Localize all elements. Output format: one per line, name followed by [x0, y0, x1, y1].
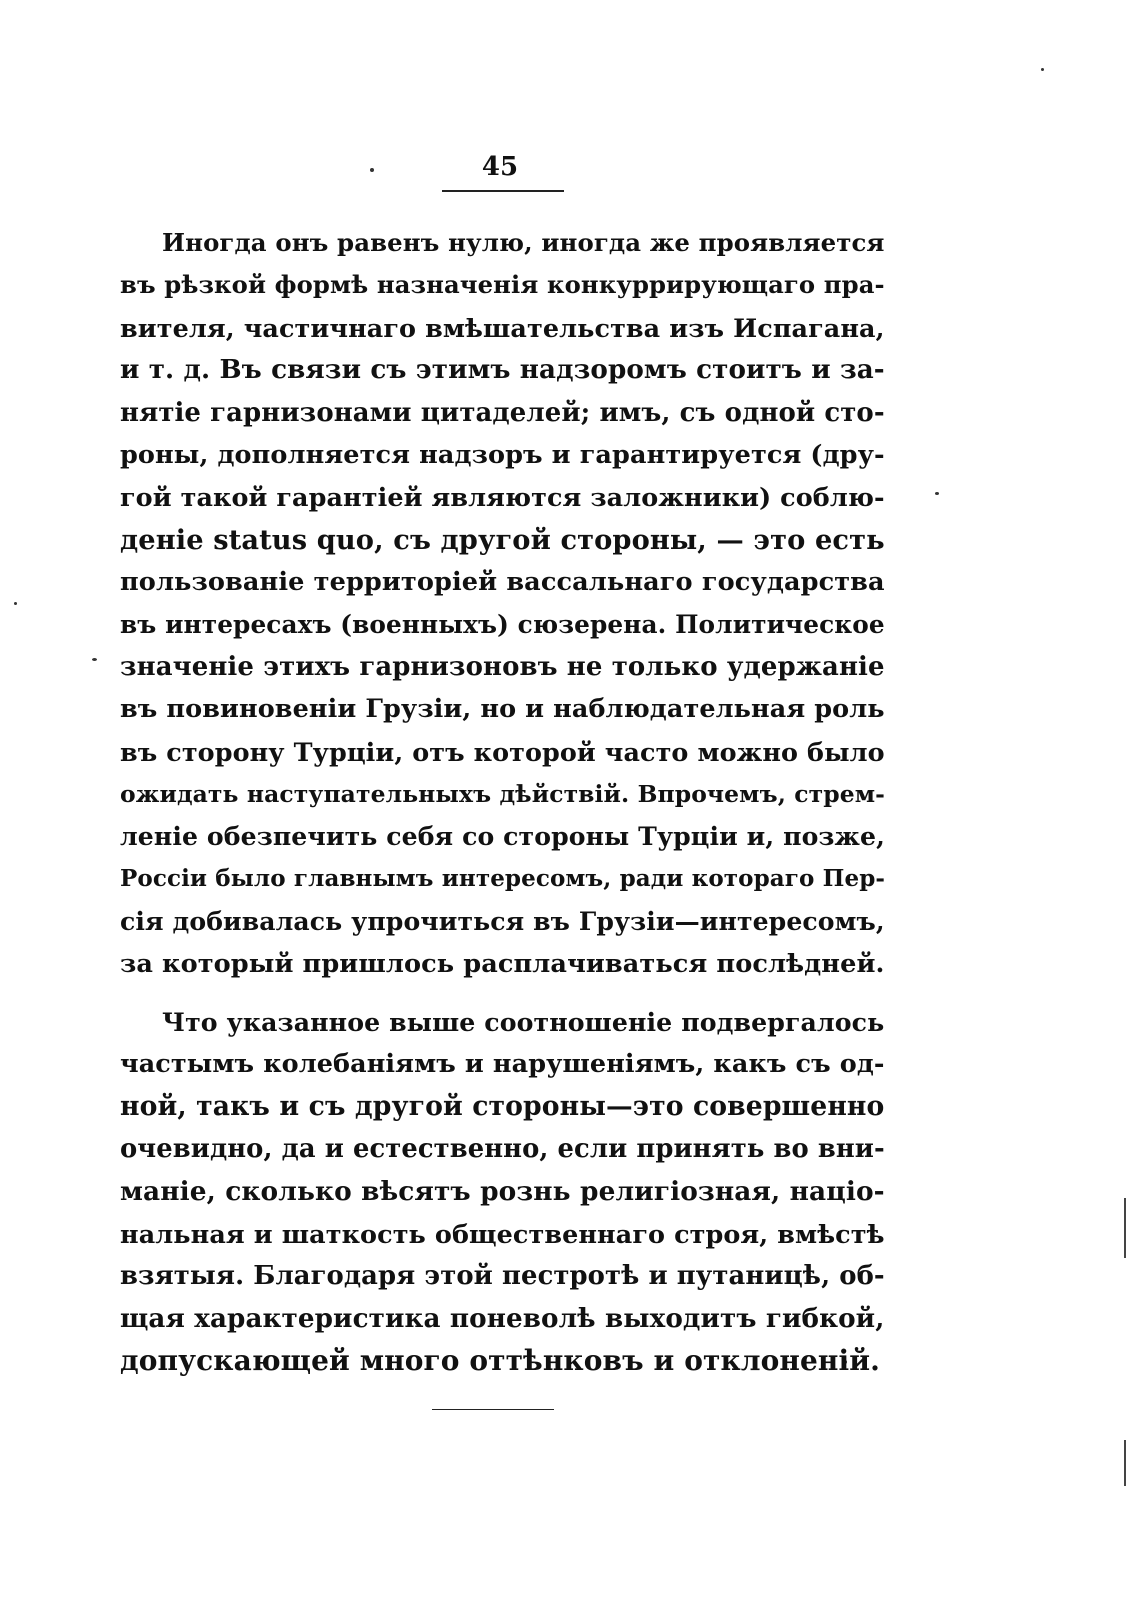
- text-line: нятіе гарнизонами цитаделей; имъ, съ одной сто-: [120, 397, 885, 428]
- text-line: въ повиновеніи Грузіи, но и наблюдательная роль: [120, 694, 885, 725]
- text-line: гой такой гарантіей являются заложники) соблю-: [120, 482, 885, 513]
- text-line: въ сторону Турціи, отъ которой часто можно было: [120, 736, 885, 767]
- page-number: 45: [481, 152, 519, 182]
- text-line: и т. д. Въ связи съ этимъ надзоромъ стоитъ и за-: [120, 354, 885, 386]
- text-line: деніе status quo, съ другой стороны, — это есть: [120, 523, 885, 556]
- text-line: нальная и шаткость общественнаго строя, вмѣстѣ: [120, 1218, 885, 1249]
- text-line: Что указанное выше соотношеніе подвергалось: [162, 1007, 885, 1038]
- text-line: Иногда онъ равенъ нулю, иногда же проявляется: [162, 228, 885, 257]
- header-rule: [442, 190, 564, 192]
- scan-speck: [14, 602, 17, 605]
- footer-rule: [432, 1409, 554, 1410]
- text-line: въ интересахъ (военныхъ) сюзерена. Политическое: [120, 609, 885, 639]
- text-line: роны, дополняется надзоръ и гарантируется (дру-: [120, 439, 885, 470]
- text-line: пользованіе территоріей вассальнаго государства: [120, 567, 885, 598]
- text-line: сія добивалась упрочиться въ Грузіи—интересомъ,: [120, 906, 885, 937]
- text-line: допускающей много оттѣнковъ и отклоненій.: [120, 1344, 880, 1378]
- text-line: леніе обезпечить себя со стороны Турціи и, позже,: [120, 821, 885, 852]
- scan-speck: [1041, 68, 1044, 71]
- text-line: очевидно, да и естественно, если принять во вни-: [120, 1134, 885, 1165]
- text-line: маніе, сколько вѣсятъ рознь религіозная, націо-: [120, 1175, 885, 1207]
- text-line: щая характеристика поневолѣ выходитъ гибкой,: [120, 1302, 885, 1334]
- text-line: взятыя. Благодаря этой пестротѣ и путаницѣ, об-: [120, 1261, 885, 1292]
- scan-speck: [935, 492, 939, 495]
- text-line: частымъ колебаніямъ и нарушеніямъ, какъ съ од-: [120, 1049, 885, 1080]
- paragraph-2: [120, 1001, 885, 1383]
- text-line: ной, такъ и съ другой стороны—это совершенно: [120, 1090, 885, 1122]
- text-line: значеніе этихъ гарнизоновъ не только удержаніе: [120, 651, 885, 682]
- text-line: за который пришлось расплачиваться послѣдней.: [120, 948, 885, 979]
- scan-edge-mark: [1124, 1440, 1126, 1486]
- printed-dot: [370, 168, 374, 172]
- scan-edge-mark: [1124, 1198, 1126, 1258]
- text-line: ожидать наступательныхъ дѣйствій. Впрочемъ, стрем-: [120, 780, 885, 809]
- body-text: [120, 222, 886, 1383]
- text-line: Россіи было главнымъ интересомъ, ради котораго Пер-: [120, 864, 886, 892]
- scan-speck: [92, 658, 97, 661]
- text-line: въ рѣзкой формѣ назначенія конкуррирующаго пра-: [120, 270, 885, 300]
- paragraph-1: [120, 222, 886, 985]
- text-line: вителя, частичнаго вмѣшательства изъ Испагана,: [120, 312, 885, 343]
